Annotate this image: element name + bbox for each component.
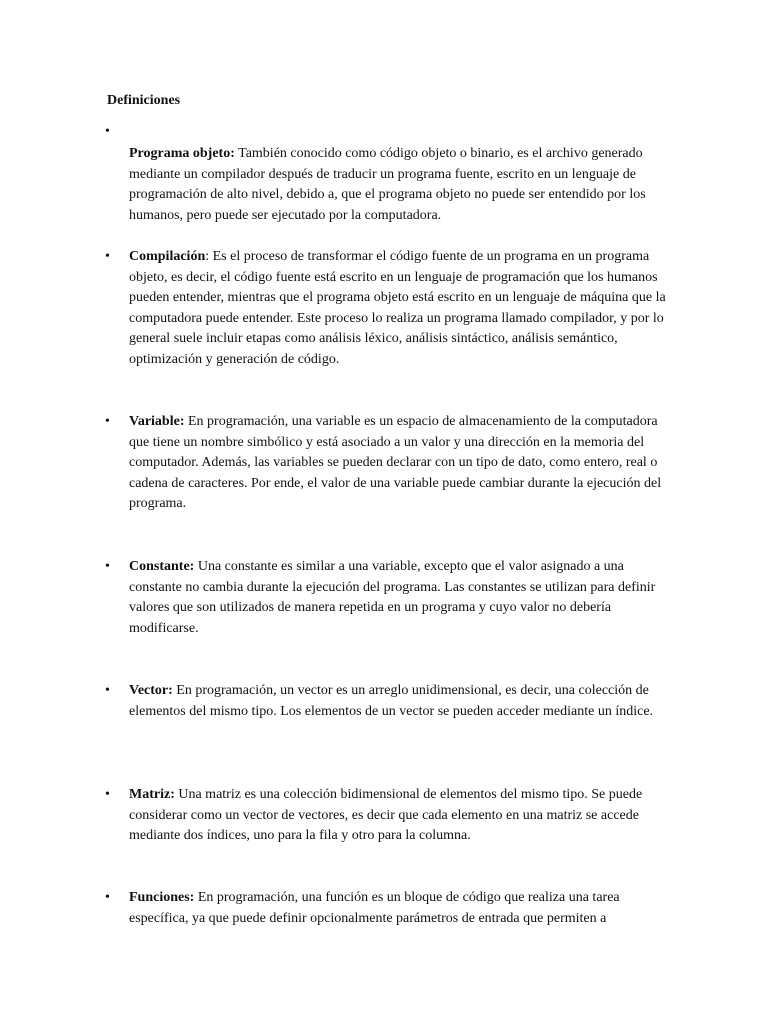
definition-term: Compilación	[129, 249, 206, 264]
bullet-icon: •	[105, 559, 110, 574]
definition-body: : Es el proceso de transformar el código fuente de un programa en un programa objeto, es decir, el código fuente está escrito en un lenguaje de programación que los humanos pueden entender, mientras que el programa objeto está escrito en un lenguaje de máquina que la computadora puede entender. Este proceso lo realiza un programa llamado compilador, y por lo general suele incluir etapas como análisis léxico, análisis sintáctico, análisis semántico, optimización y generación de código.	[129, 249, 666, 367]
bullet-icon: •	[105, 890, 110, 905]
definition-body: En programación, una variable es un espacio de almacenamiento de la computadora que tiene un nombre simbólico y está asociado a un valor y una dirección en la memoria del computador. Además, las variables se pueden declarar con un tipo de dato, como entero, real o cadena de caracteres. Por ende, el valor de una variable puede cambiar durante la ejecución del programa.	[129, 414, 662, 511]
definition-term: Constante:	[129, 559, 195, 574]
definition-text	[129, 785, 669, 847]
definition-term: Funciones:	[129, 890, 195, 905]
definition-body: Una matriz es una colección bidimensional de elementos del mismo tipo. Se puede considerar como un vector de vectores, es decir que cada elemento en una matriz se accede mediante dos índices, uno para la fila y otro para la columna.	[129, 787, 643, 843]
definition-body: En programación, una función es un bloque de código que realiza una tarea específica, ya que puede definir opcionalmente parámetros de entrada que permiten a	[129, 890, 620, 926]
definition-term: Vector:	[129, 683, 173, 698]
definition-text	[129, 888, 669, 929]
bullet-icon: •	[105, 249, 110, 264]
definition-term: Variable:	[129, 414, 185, 429]
definition-text	[129, 247, 669, 370]
bullet-icon: •	[105, 124, 110, 139]
definition-text	[129, 681, 669, 722]
bullet-icon: •	[105, 683, 110, 698]
bullet-icon: •	[105, 787, 110, 802]
definition-body: En programación, un vector es un arreglo unidimensional, es decir, una colección de elementos del mismo tipo. Los elementos de un vector se pueden acceder mediante un índice.	[129, 683, 654, 719]
definition-text	[129, 412, 669, 515]
definition-text	[129, 557, 669, 639]
document-heading: Definiciones	[107, 93, 181, 108]
bullet-icon: •	[105, 414, 110, 429]
definition-text	[129, 144, 669, 226]
definition-term: Programa objeto:	[129, 146, 235, 161]
definition-body: Una constante es similar a una variable, excepto que el valor asignado a una constante no cambia durante la ejecución del programa. Las constantes se utilizan para definir valores que son utilizados de manera repetida en un programa y cuyo valor no debería modificarse.	[129, 559, 656, 636]
definition-term: Matriz:	[129, 787, 175, 802]
definition-body: También conocido como código objeto o binario, es el archivo generado mediante un compilador después de traducir un programa fuente, escrito en un lenguaje de programación de alto nivel, debido a, que el programa objeto no puede ser entendido por los humanos, pero puede ser ejecutado por la computadora.	[129, 146, 646, 223]
